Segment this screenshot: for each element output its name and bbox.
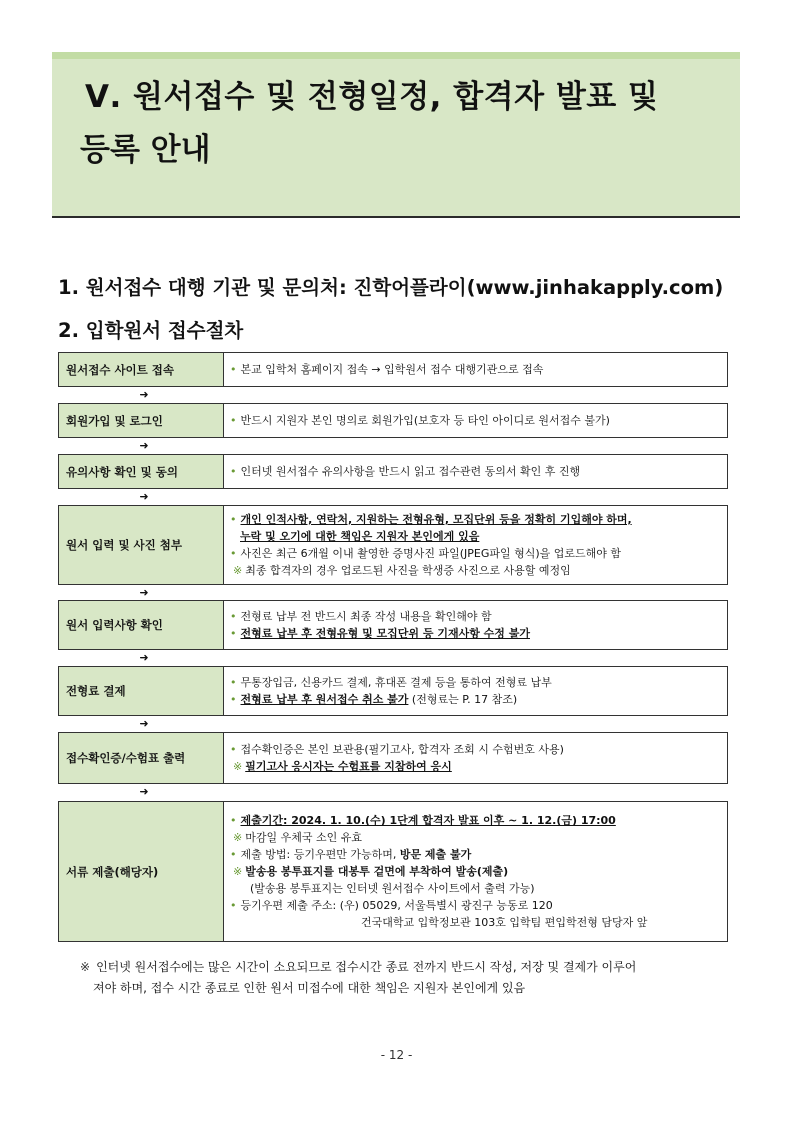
step-content	[224, 353, 727, 386]
step-label: 원서 입력사항 확인	[59, 601, 224, 649]
reference-mark-icon: ※	[233, 831, 243, 844]
bullet-icon: •	[230, 610, 237, 623]
step-content	[224, 802, 727, 941]
chapter-title-line2: 등록 안내	[80, 132, 211, 168]
step-text: 인터넷 원서접수 유의사항을 반드시 읽고 접수관련 동의서 확인 후 진행	[240, 465, 581, 478]
step-text: 접수확인증은 본인 보관용(필기고사, 합격자 조회 시 수험번호 사용)	[240, 743, 564, 756]
step-label: 원서 입력 및 사진 첨부	[59, 506, 224, 584]
chapter-title-line1: Ⅴ. 원서접수 및 전형일정, 합격자 발표 및	[85, 79, 659, 115]
step-verify-input	[58, 600, 728, 650]
step-document-submission	[58, 801, 728, 942]
footer-note	[80, 957, 750, 999]
reference-mark-icon: ※	[233, 760, 243, 773]
reference-mark-icon: ※	[80, 960, 91, 974]
bullet-icon: •	[230, 363, 237, 376]
step-text: 제출 방법: 등기우편만 가능하며,	[240, 848, 397, 861]
bullet-icon: •	[230, 693, 237, 706]
step-fee-payment	[58, 666, 728, 716]
page-number: - 12 -	[380, 1048, 413, 1062]
reference-mark-icon: ※	[233, 865, 243, 878]
bullet-icon: •	[230, 676, 237, 689]
step-label: 회원가입 및 로그인	[59, 404, 224, 437]
step-note: (발송용 봉투표지는 인터넷 원서접수 사이트에서 출력 가능)	[250, 882, 535, 895]
step-label: 접수확인증/수험표 출력	[59, 733, 224, 783]
step-text: 전형료 납부 후 전형유형 및 모집단위 등 기재사항 수정 불가	[240, 627, 530, 640]
step-site-access	[58, 352, 728, 387]
arrow-down-icon: ➜	[139, 490, 149, 503]
bullet-icon: •	[230, 848, 237, 861]
step-text: 방문 제출 불가	[399, 848, 472, 861]
step-text: 누락 및 오기에 대한 책임은 지원자 본인에게 있음	[240, 530, 480, 543]
bullet-icon: •	[230, 899, 237, 912]
step-label: 유의사항 확인 및 동의	[59, 455, 224, 488]
step-note: 발송용 봉투표지를 대봉투 겉면에 부착하여 발송(제출)	[245, 865, 509, 878]
reference-mark-icon: ※	[233, 564, 243, 577]
bullet-icon: •	[230, 743, 237, 756]
step-text: 사진은 최근 6개월 이내 촬영한 증명사진 파일(JPEG파일 형식)을 업로드해야 함	[240, 547, 622, 560]
step-text: 반드시 지원자 본인 명의로 회원가입(보호자 등 타인 아이디로 원서접수 불가)	[240, 414, 610, 427]
section-heading-agency: 1. 원서접수 대행 기관 및 문의처: 진학어플라이(www.jinhakapply.com)	[58, 276, 724, 299]
bullet-icon: •	[230, 414, 237, 427]
section-heading-procedure: 2. 입학원서 접수절차	[58, 319, 244, 342]
step-agree-notice	[58, 454, 728, 489]
step-label: 원서접수 사이트 접속	[59, 353, 224, 386]
bullet-icon: •	[230, 513, 237, 526]
arrow-down-icon: ➜	[139, 651, 149, 664]
arrow-down-icon: ➜	[139, 785, 149, 798]
step-text: 등기우편 제출 주소: (우) 05029, 서울특별시 광진구 능동로 120	[240, 899, 553, 912]
step-label: 서류 제출(해당자)	[59, 802, 224, 941]
step-content	[224, 506, 727, 584]
arrow-down-icon: ➜	[139, 439, 149, 452]
bullet-icon: •	[230, 627, 237, 640]
arrow-down-icon: ➜	[139, 717, 149, 730]
step-note: 필기고사 응시자는 수험표를 지참하여 응시	[245, 760, 452, 773]
chapter-banner	[52, 52, 740, 218]
step-application-photo	[58, 505, 728, 585]
step-content	[224, 455, 727, 488]
step-content	[224, 404, 727, 437]
step-text: 건국대학교 입학정보관 103호 입학팀 편입학전형 담당자 앞	[361, 916, 648, 929]
step-note: 최종 합격자의 경우 업로드된 사진을 학생증 사진으로 사용할 예정임	[245, 564, 571, 577]
step-label: 전형료 결제	[59, 667, 224, 715]
step-text: 무통장입금, 신용카드 결제, 휴대폰 결제 등을 통하여 전형료 납부	[240, 676, 552, 689]
step-text: 제출기간: 2024. 1. 10.(수) 1단계 합격자 발표 이후 ~ 1. 12.(금) 17:00	[240, 814, 616, 827]
step-text: 전형료 납부 후 원서접수 취소 불가	[240, 693, 409, 706]
step-note: 마감일 우체국 소인 유효	[245, 831, 362, 844]
step-text: (전형료는 P. 17 참조)	[411, 693, 518, 706]
arrow-down-icon: ➜	[139, 586, 149, 599]
step-text: 전형료 납부 전 반드시 최종 작성 내용을 확인해야 함	[240, 610, 492, 623]
footer-note-text: 져야 하며, 접수 시간 종료로 인한 원서 미접수에 대한 책임은 지원자 본인에게 있음	[93, 981, 526, 995]
step-text: 본교 입학처 홈페이지 접속 → 입학원서 접수 대행기관으로 접속	[240, 363, 544, 376]
step-content	[224, 733, 727, 783]
step-print-ticket	[58, 732, 728, 784]
bullet-icon: •	[230, 814, 237, 827]
step-content	[224, 601, 727, 649]
arrow-down-icon: ➜	[139, 388, 149, 401]
step-signup-login	[58, 403, 728, 438]
step-content	[224, 667, 727, 715]
bullet-icon: •	[230, 547, 237, 560]
step-text: 개인 인적사항, 연락처, 지원하는 전형유형, 모집단위 등을 정확히 기입해야 하며,	[240, 513, 632, 526]
footer-note-text: 인터넷 원서접수에는 많은 시간이 소요되므로 접수시간 종료 전까지 반드시 작성, 저장 및 결제가 이루어	[96, 960, 637, 974]
bullet-icon: •	[230, 465, 237, 478]
